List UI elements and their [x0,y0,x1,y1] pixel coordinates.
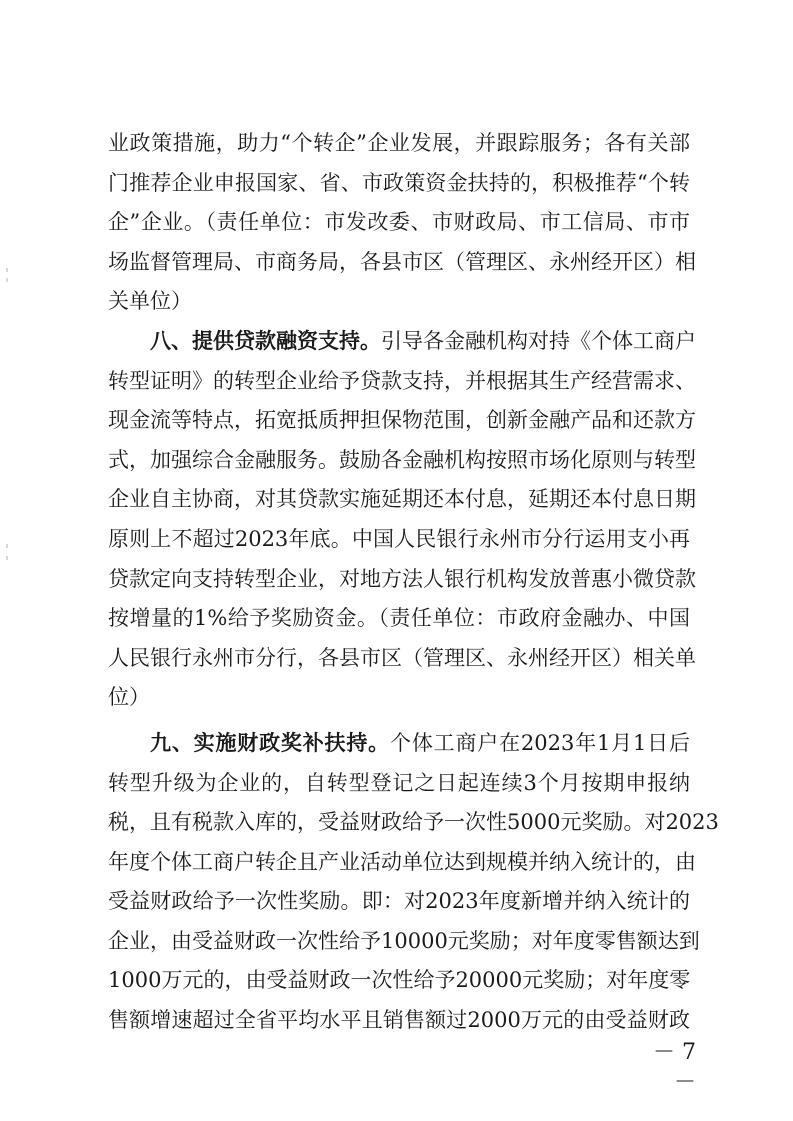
text-line: 关单位） [108,289,192,314]
section-8-first-line-rest: 引导各金融机构对持《个体工商户 [381,328,696,353]
scan-edge-mark [6,544,8,548]
text-line: 年度个体工商户转企且产业活动单位达到规模并纳入统计的，由 [108,849,696,874]
section-8-first-line [108,322,696,362]
text-line: 企业，由受益财政一次性给予10000元奖励；对年度零售额达到 [108,928,700,953]
page-number: － 7 － [653,1040,696,1095]
text-line: 现金流等特点，拓宽抵质押担保物范围，创新金融产品和还款方 [108,408,696,433]
section-9-first-line-rest: 个体工商户在2023年1月1日后 [390,730,691,755]
text-line: 业政策措施，助力“个转企”企业发展，并跟踪服务；各有关部 [108,131,690,155]
text-line: 企”企业。（责任单位：市发改委、市财政局、市工信局、市市 [108,210,690,235]
text-line: 售额增速超过全省平均水平且销售额过2000万元的由受益财政 [108,1008,690,1033]
text-line: 按增量的1%给予奖励资金。（责任单位：市政府金融办、中国 [108,606,690,631]
text-line: 门推荐企业申报国家、省、市政策资金扶持的，积极推荐“个转 [108,170,690,195]
scan-edge-mark [6,278,8,282]
text-line: 贷款定向支持转型企业，对地方法人银行机构发放普惠小微贷款 [108,566,696,591]
text-line: 位） [108,685,150,710]
section-9 [108,724,719,1041]
scan-edge-mark [6,556,8,560]
section-9-heading: 九、实施财政奖补扶持。 [150,730,391,755]
text-line: 企业自主协商，对其贷款实施延期还本付息，延期还本付息日期 [108,487,696,512]
paragraph-7-tail [108,124,696,322]
scan-edge-mark [6,268,8,272]
text-line: 税，且有税款入库的，受益财政给予一次性5000元奖励。对2023 [108,810,719,835]
text-line: 原则上不超过2023年底。中国人民银行永州市分行运用支小再 [108,526,690,551]
text-line: 转型证明》的转型企业给予贷款支持，并根据其生产经营需求、 [108,368,696,393]
text-line: 人民银行永州市分行，各县市区（管理区、永州经开区）相关单 [108,645,696,670]
text-line: 式，加强综合金融服务。鼓励各金融机构按照市场化原则与转型 [108,447,696,472]
text-line: 场监督管理局、市商务局，各县市区（管理区、永州经开区）相 [108,249,696,274]
body-text [108,124,719,1041]
text-line: 1000万元的，由受益财政一次性给予20000元奖励；对年度零 [108,968,691,993]
section-8 [108,322,696,718]
text-line: 转型升级为企业的，自转型登记之日起连续3个月按期申报纳 [108,770,690,795]
text-line: 受益财政给予一次性奖励。即：对2023年度新增并纳入统计的 [108,889,690,914]
section-9-first-line [108,724,690,764]
section-8-heading: 八、提供贷款融资支持。 [150,328,381,353]
